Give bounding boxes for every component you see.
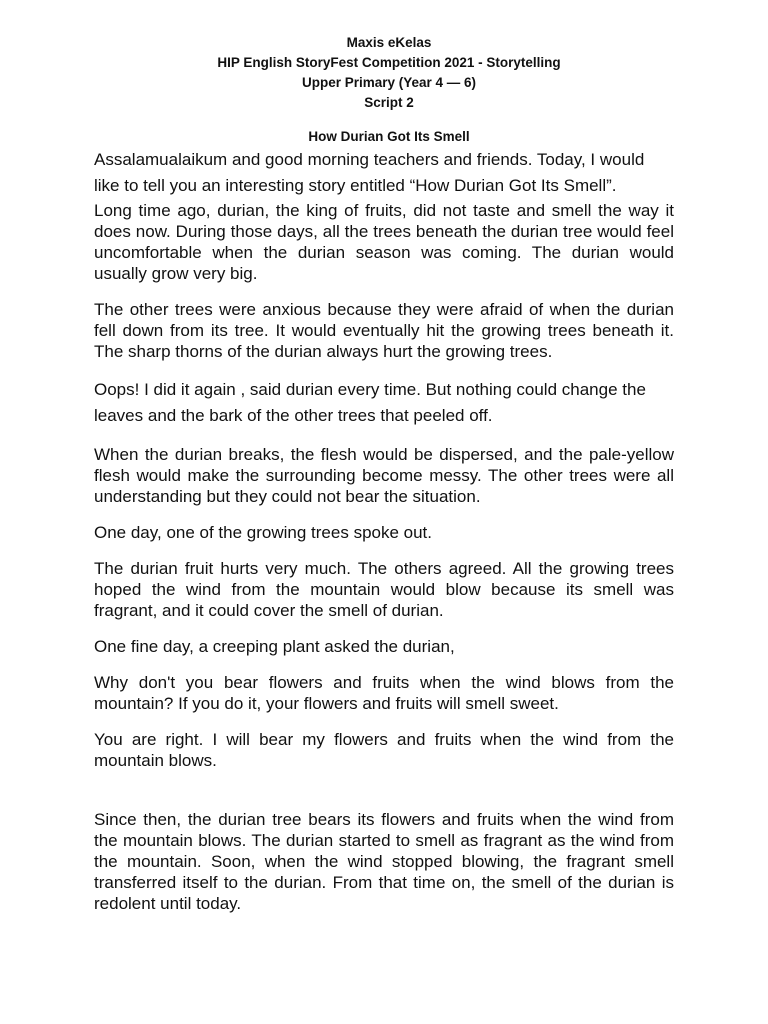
level-label: Upper Primary (Year 4 — 6) [301, 75, 477, 90]
paragraph-7: The durian fruit hurts very much. The others agreed. All the growing trees hoped the wind from the mountain would blow because its smell was fragrant, and it could cover the smell of durian. [94, 559, 674, 620]
paragraph-10: You are right. I will bear my flowers and fruits when the wind from the mountain blows. [94, 730, 674, 770]
paragraph-intro: Assalamualaikum and good morning teachers and friends. Today, I would like to tell you an interesting story entitled “How Durian Got Its Smell”. [94, 150, 645, 195]
paragraph-9: Why don't you bear flowers and fruits when the wind blows from the mountain? If you do it, your flowers and fruits will smell sweet. [94, 673, 674, 713]
paragraph-2: Long time ago, durian, the king of fruits, did not taste and smell the way it does now. During those days, all the trees beneath the durian tree would feel uncomfortable when the durian season was coming. The durian would usually grow very big. [94, 201, 674, 283]
story-body [94, 147, 674, 914]
org-name: Maxis eKelas [346, 35, 432, 50]
script-label: Script 2 [364, 95, 414, 110]
paragraph-6: One day, one of the growing trees spoke out. [94, 523, 433, 542]
document-header [104, 0, 674, 113]
paragraph-5: When the durian breaks, the flesh would be dispersed, and the pale-yellow flesh would make the surrounding become messy. The other trees were all understanding but they could not bear the situation. [94, 445, 674, 506]
competition-name: HIP English StoryFest Competition 2021 - Storytelling [217, 55, 561, 70]
paragraph-8: One fine day, a creeping plant asked the durian, [94, 637, 455, 656]
paragraph-4: Oops! I did it again , said durian every time. But nothing could change the leaves and the bark of the other trees that peeled off. [94, 380, 646, 425]
paragraph-3: The other trees were anxious because they were afraid of when the durian fell down from its tree. It would eventually hit the growing trees beneath it. The sharp thorns of the durian always hurt the growing trees. [94, 300, 674, 361]
story-title: How Durian Got Its Smell [308, 129, 470, 144]
paragraph-11: Since then, the durian tree bears its flowers and fruits when the wind from the mountain blows. The durian started to smell as fragrant as the wind from the mountain. Soon, when the wind stopped blowing, the fragrant smell transferred itself to the durian. From that time on, the smell of the durian is redolent until today. [94, 810, 674, 913]
